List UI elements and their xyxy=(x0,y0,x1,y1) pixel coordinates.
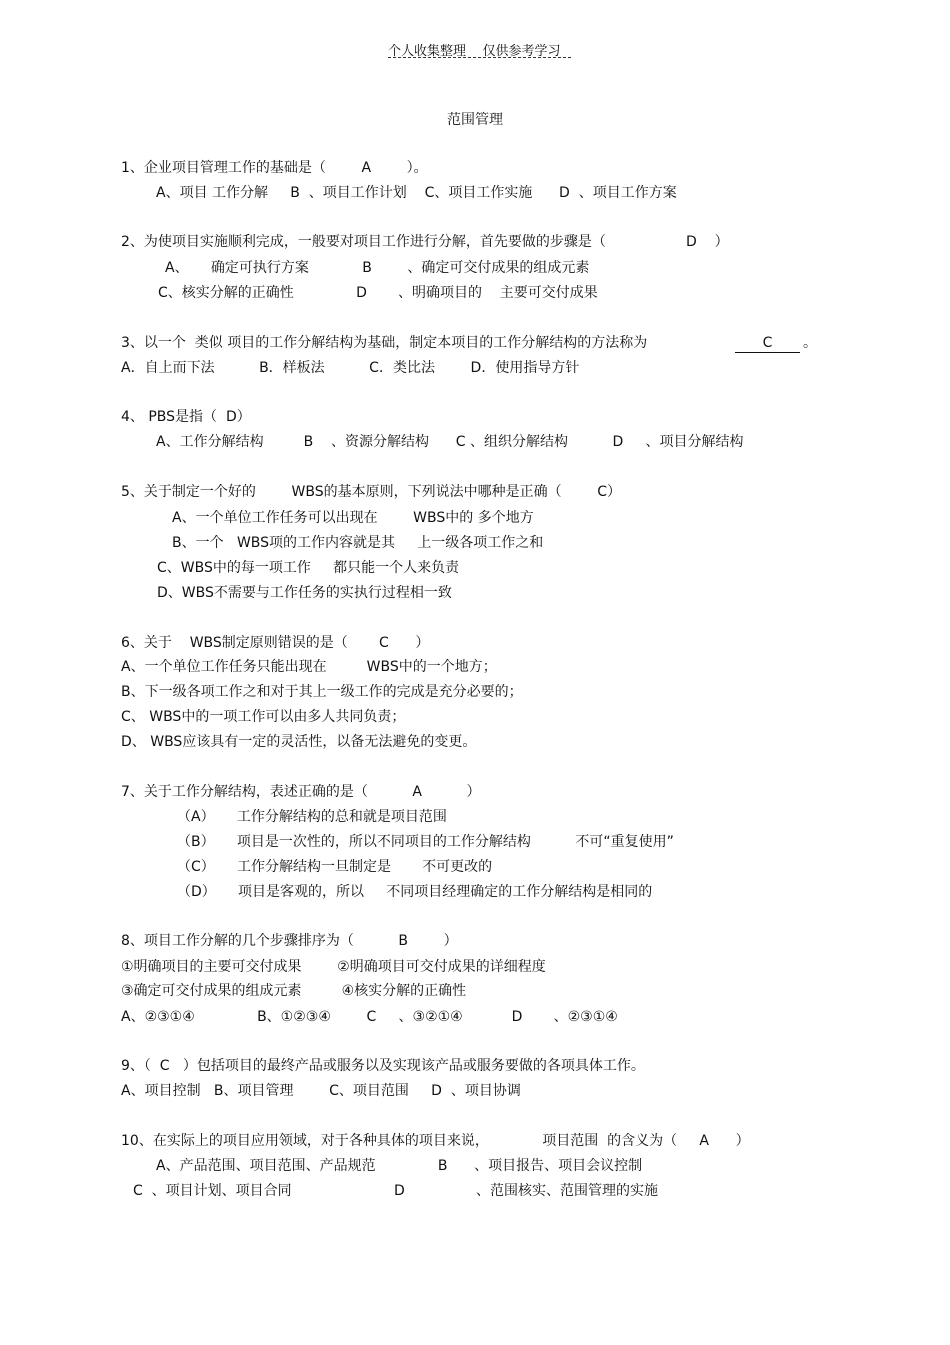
header-rule xyxy=(388,57,571,58)
q5-option-a: A、一个单位工作任务可以出现在 WBS中的 多个地方 xyxy=(172,510,534,526)
q5-stem: 5、关于制定一个好的 WBS的基本原则，下列说法中哪种是正确（ C） xyxy=(121,484,621,500)
q9-stem: 9、（ C ）包括项目的最终产品或服务以及实现该产品或服务要做的各项具体工作。 xyxy=(121,1058,645,1074)
q7-option-b: （B） 项目是一次性的，所以不同项目的工作分解结构 不可“重复使用” xyxy=(177,834,674,850)
q6-option-a: A、一个单位工作任务只能出现在 WBS中的一个地方； xyxy=(121,659,497,675)
q4-stem: 4、 PBS是指（ D） xyxy=(121,409,251,425)
q7-option-d: （D） 项目是客观的，所以 不同项目经理确定的工作分解结构是相同的 xyxy=(177,884,653,900)
q6-option-d: D、 WBS应该具有一定的灵活性，以备无法避免的变更。 xyxy=(121,734,477,750)
q8-options: A、②③①④ B、①②③④ C 、③②①④ D 、②③①④ xyxy=(121,1009,618,1025)
q7-option-c: （C） 工作分解结构一旦制定是 不可更改的 xyxy=(177,859,493,875)
page-header: 个人收集整理 仅供参考学习 xyxy=(388,44,561,59)
q10-options-row2: C 、项目计划、项目合同 D 、范围核实、范围管理的实施 xyxy=(133,1183,659,1199)
page-title: 范围管理 xyxy=(447,112,503,128)
q5-option-c: C、WBS中的每一项工作 都只能一个人来负责 xyxy=(157,560,460,576)
q10-options-row1: A、产品范围、项目范围、产品规范 B 、项目报告、项目会议控制 xyxy=(156,1158,643,1174)
q9-options: A、项目控制 B、项目管理 C、项目范围 D 、项目协调 xyxy=(121,1083,521,1099)
q5-option-d: D、WBS不需要与工作任务的实执行过程相一致 xyxy=(157,585,452,601)
q2-options-row2: C、核实分解的正确性 D 、明确项目的 主要可交付成果 xyxy=(158,285,598,301)
q3-period: 。 xyxy=(803,335,817,351)
q2-stem: 2、为使项目实施顺利完成，一般要对项目工作进行分解，首先要做的步骤是（ D ） xyxy=(121,234,729,250)
q1-options: A、项目 工作分解 B 、项目工作计划 C、项目工作实施 D 、项目工作方案 xyxy=(156,185,677,201)
q2-options-row1: A、 确定可执行方案 B 、确定可交付成果的组成元素 xyxy=(165,260,590,276)
q3-stem: 3、以一个 类似 项目的工作分解结构为基础，制定本项目的工作分解结构的方法称为 xyxy=(121,335,648,351)
q6-option-b: B、下一级各项工作之和对于其上一级工作的完成是充分必要的； xyxy=(121,684,523,700)
q5-option-b: B、一个 WBS项的工作内容就是其 上一级各项工作之和 xyxy=(172,535,544,551)
q3-options: A．自上而下法 B．样板法 C．类比法 D．使用指导方针 xyxy=(121,360,580,376)
q4-options: A、工作分解结构 B 、资源分解结构 C 、组织分解结构 D 、项目分解结构 xyxy=(156,434,744,450)
q7-stem: 7、关于工作分解结构，表述正确的是（ A ） xyxy=(121,784,481,800)
q10-stem: 10、在实际上的项目应用领域，对于各种具体的项目来说， 项目范围 的含义为（ A ） xyxy=(121,1133,750,1149)
q1-stem: 1、企业项目管理工作的基础是（ A ）。 xyxy=(121,160,428,176)
q7-option-a: （A） 工作分解结构的总和就是项目范围 xyxy=(177,809,447,825)
q8-steps-row2: ③确定可交付成果的组成元素 ④核实分解的正确性 xyxy=(121,983,467,999)
q6-stem: 6、关于 WBS制定原则错误的是（ C ） xyxy=(121,635,430,651)
q8-stem: 8、项目工作分解的几个步骤排序为（ B ） xyxy=(121,933,458,949)
q3-answer-blank: C xyxy=(735,334,800,353)
q6-option-c: C、 WBS中的一项工作可以由多人共同负责； xyxy=(121,709,406,725)
q8-steps-row1: ①明确项目的主要可交付成果 ②明确项目可交付成果的详细程度 xyxy=(121,959,546,975)
